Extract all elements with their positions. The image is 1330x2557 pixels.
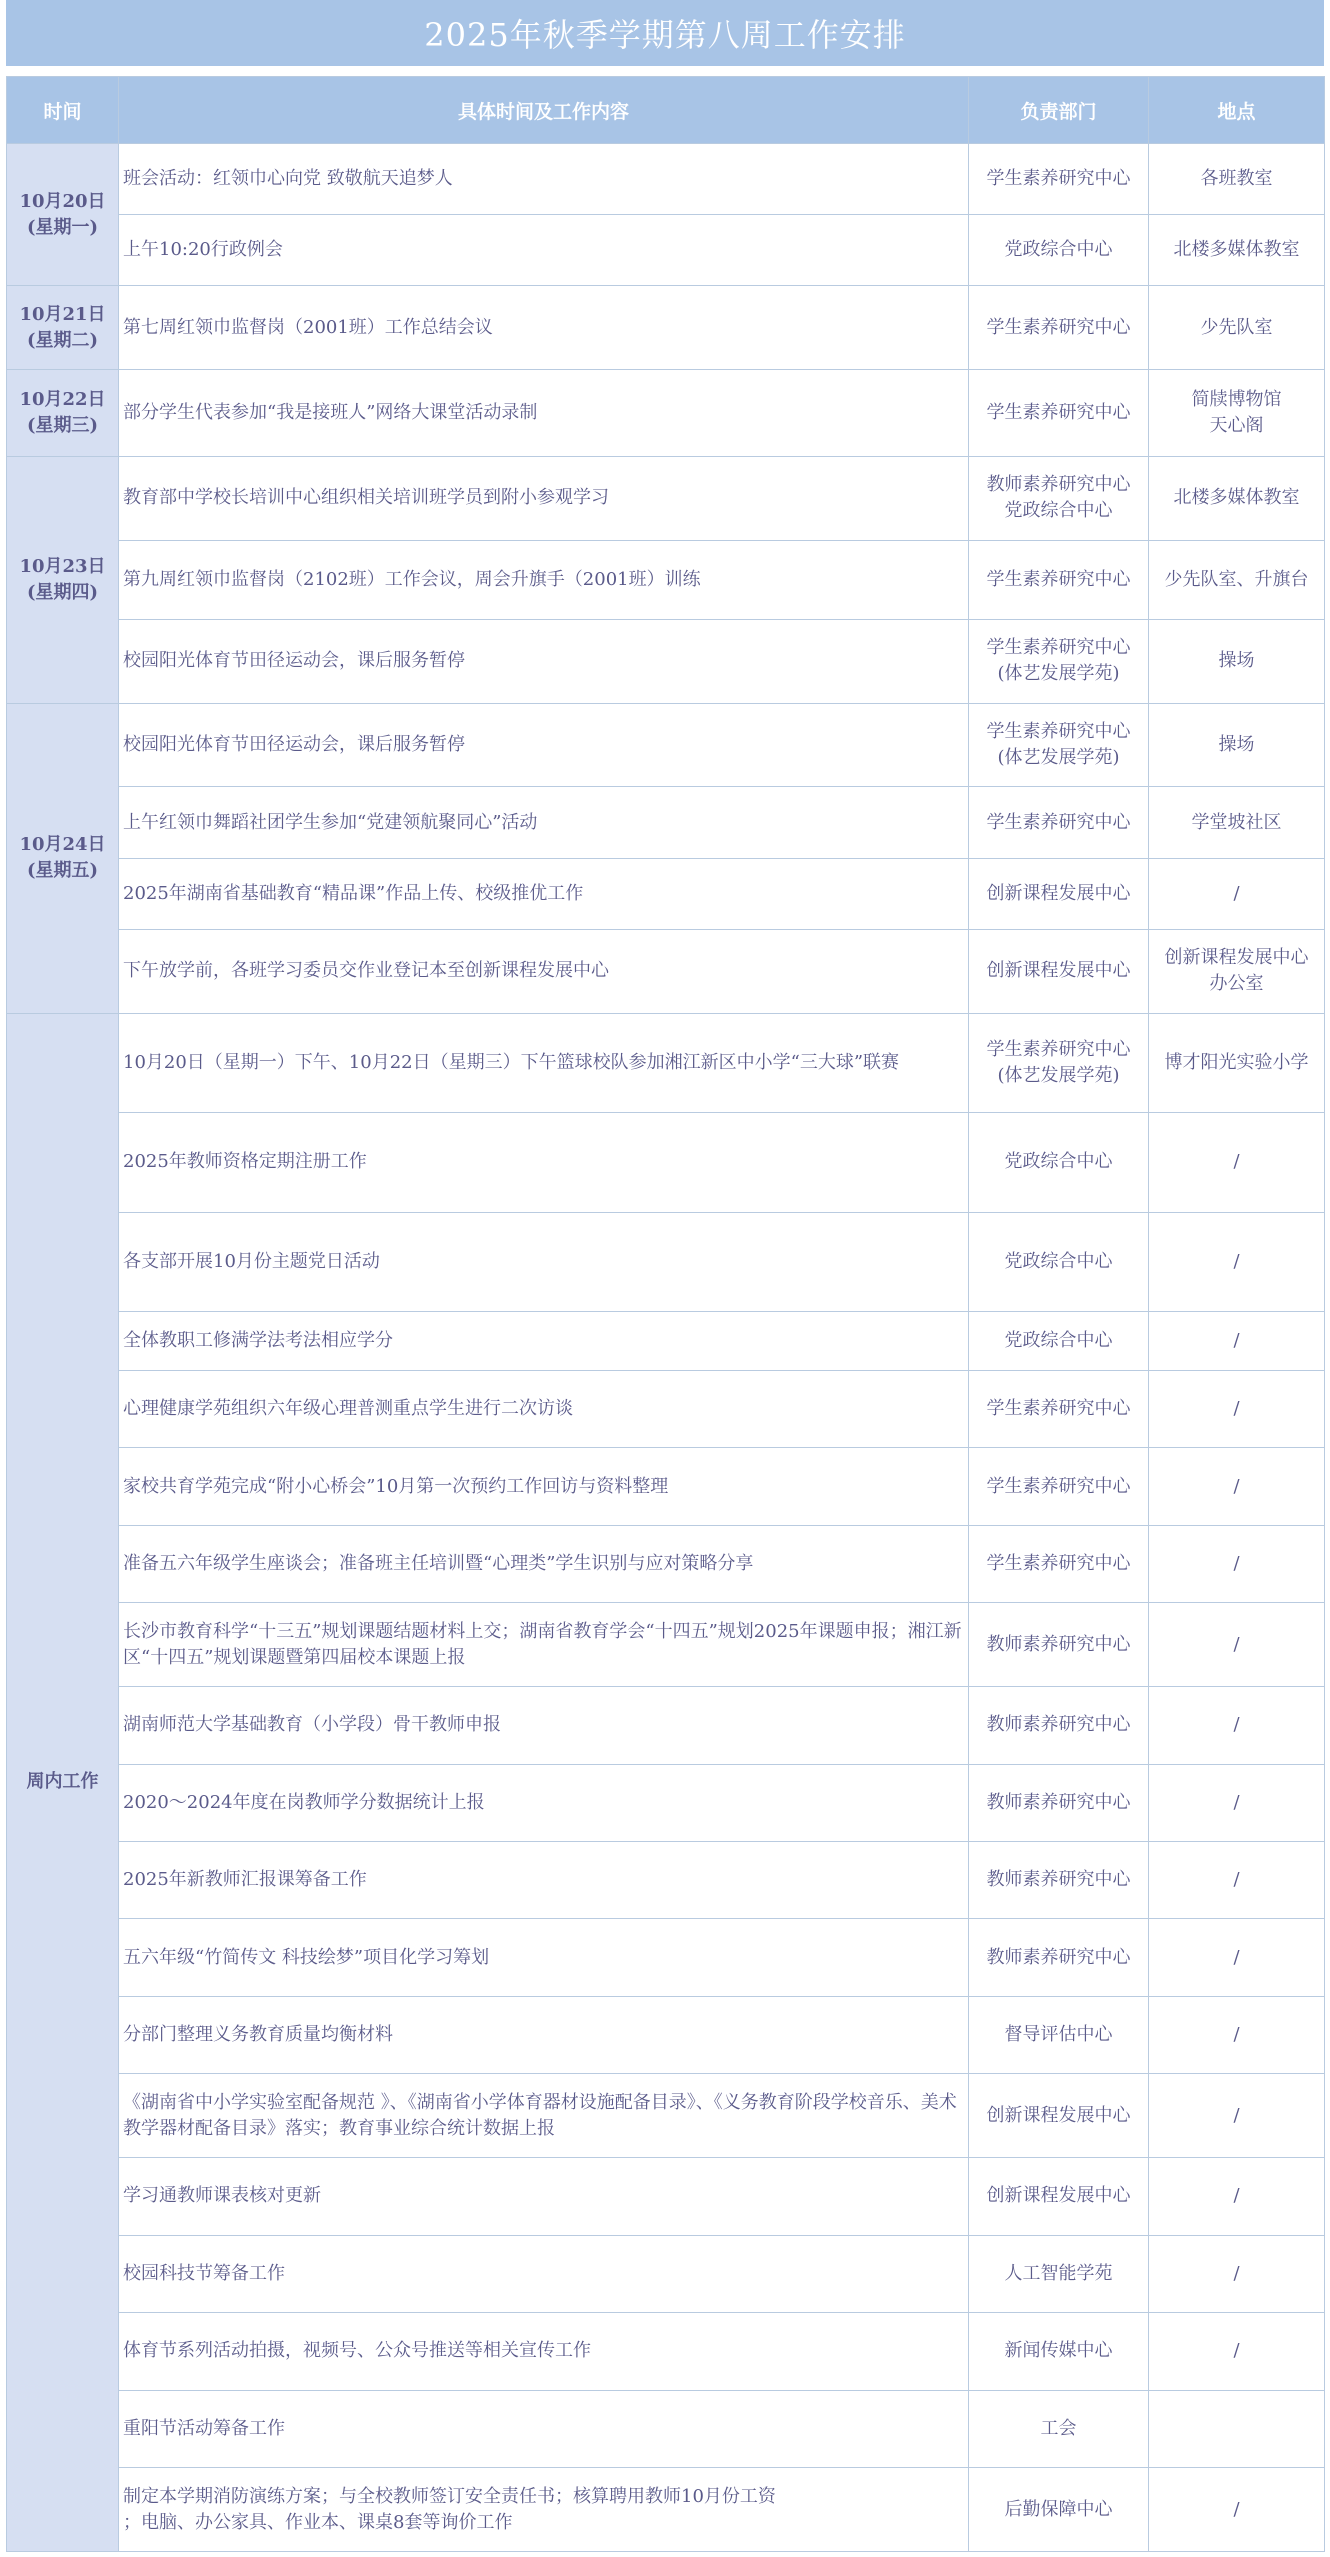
dept-cell: 后勤保障中心	[969, 2468, 1149, 2552]
dept-cell: 创新课程发展中心	[969, 2158, 1149, 2235]
dept-cell: 学生素养研究中心 (体艺发展学苑)	[969, 1013, 1149, 1113]
location-cell: /	[1149, 1448, 1325, 1525]
table-row	[7, 1919, 1325, 1996]
location-cell: /	[1149, 1525, 1325, 1602]
dept-cell: 教师素养研究中心	[969, 1919, 1149, 1996]
table-row	[7, 1841, 1325, 1918]
date-label: 10月21日	[19, 303, 106, 325]
dept-cell: 新闻传媒中心	[969, 2313, 1149, 2390]
content-cell: 2025年湖南省基础教育“精品课”作品上传、校级推优工作	[119, 858, 969, 929]
dept-cell: 学生素养研究中心 (体艺发展学苑)	[969, 619, 1149, 703]
dept-cell: 学生素养研究中心	[969, 787, 1149, 858]
dept-cell: 教师素养研究中心	[969, 1764, 1149, 1841]
table-row	[7, 370, 1325, 457]
dept-cell: 学生素养研究中心	[969, 144, 1149, 215]
dept-cell: 教师素养研究中心	[969, 1687, 1149, 1764]
location-cell: 博才阳光实验小学	[1149, 1013, 1325, 1113]
content-cell: 部分学生代表参加“我是接班人”网络大课堂活动录制	[119, 370, 969, 457]
weekday-label: (星期三)	[26, 415, 99, 437]
dept-cell: 党政综合中心	[969, 1212, 1149, 1312]
time-cell	[7, 703, 119, 1013]
header-dept: 负责部门	[969, 77, 1149, 144]
location-cell: /	[1149, 1113, 1325, 1213]
time-cell	[7, 370, 119, 457]
dept-cell: 学生素养研究中心	[969, 540, 1149, 619]
weekday-label: (星期五)	[26, 860, 99, 882]
dept-cell: 工会	[969, 2390, 1149, 2467]
date-label: 10月22日	[19, 389, 106, 411]
table-row	[7, 215, 1325, 286]
table-row	[7, 2235, 1325, 2312]
table-row	[7, 1370, 1325, 1447]
table-row	[7, 703, 1325, 787]
location-cell: /	[1149, 2158, 1325, 2235]
content-cell: 教育部中学校长培训中心组织相关培训班学员到附小参观学习	[119, 457, 969, 541]
location-cell: /	[1149, 858, 1325, 929]
content-cell: 各支部开展10月份主题党日活动	[119, 1212, 969, 1312]
location-cell	[1149, 2390, 1325, 2467]
table-row	[7, 2468, 1325, 2552]
content-cell: 五六年级“竹简传文 科技绘梦”项目化学习筹划	[119, 1919, 969, 1996]
weekday-label: (星期二)	[26, 329, 99, 351]
location-cell: /	[1149, 1370, 1325, 1447]
location-cell: 学堂坡社区	[1149, 787, 1325, 858]
content-cell: 学习通教师课表核对更新	[119, 2158, 969, 2235]
content-cell: 体育节系列活动拍摄，视频号、公众号推送等相关宣传工作	[119, 2313, 969, 2390]
content-cell: 家校共育学苑完成“附小心桥会”10月第一次预约工作回访与资料整理	[119, 1448, 969, 1525]
table-row	[7, 929, 1325, 1013]
table-row	[7, 2158, 1325, 2235]
table-row	[7, 1525, 1325, 1602]
location-cell: 少先队室、升旗台	[1149, 540, 1325, 619]
time-cell	[7, 144, 119, 286]
content-cell: 2020～2024年度在岗教师学分数据统计上报	[119, 1764, 969, 1841]
table-header-row	[7, 77, 1325, 144]
content-cell: 上午红领巾舞蹈社团学生参加“党建领航聚同心”活动	[119, 787, 969, 858]
table-row	[7, 1212, 1325, 1312]
dept-cell: 学生素养研究中心	[969, 1370, 1149, 1447]
dept-cell: 学生素养研究中心	[969, 1525, 1149, 1602]
location-cell: 操场	[1149, 703, 1325, 787]
location-cell: /	[1149, 2074, 1325, 2158]
location-cell: 创新课程发展中心 办公室	[1149, 929, 1325, 1013]
table-row	[7, 286, 1325, 370]
table-row	[7, 144, 1325, 215]
content-cell: 第九周红领巾监督岗（2102班）工作会议，周会升旗手（2001班）训练	[119, 540, 969, 619]
date-label: 10月24日	[19, 834, 106, 856]
location-cell: 各班教室	[1149, 144, 1325, 215]
content-cell: 上午10:20行政例会	[119, 215, 969, 286]
dept-cell: 学生素养研究中心 (体艺发展学苑)	[969, 703, 1149, 787]
page-title: 2025年秋季学期第八周工作安排	[6, 0, 1324, 66]
dept-cell: 党政综合中心	[969, 215, 1149, 286]
table-row	[7, 457, 1325, 541]
dept-cell: 教师素养研究中心	[969, 1841, 1149, 1918]
dept-cell: 学生素养研究中心	[969, 370, 1149, 457]
content-cell: 心理健康学苑组织六年级心理普测重点学生进行二次访谈	[119, 1370, 969, 1447]
date-label: 10月20日	[19, 190, 106, 212]
table-row	[7, 2074, 1325, 2158]
content-cell: 重阳节活动筹备工作	[119, 2390, 969, 2467]
content-cell: 分部门整理义务教育质量均衡材料	[119, 1996, 969, 2073]
table-row	[7, 619, 1325, 703]
content-cell: 全体教职工修满学法考法相应学分	[119, 1312, 969, 1371]
content-cell: 长沙市教育科学“十三五”规划课题结题材料上交；湖南省教育学会“十四五”规划2025年课题申报；湘江新区“十四五”规划课题暨第四届校本课题上报	[119, 1603, 969, 1687]
location-cell: 操场	[1149, 619, 1325, 703]
table-row	[7, 1113, 1325, 1213]
location-cell: /	[1149, 1919, 1325, 1996]
dept-cell: 教师素养研究中心 党政综合中心	[969, 457, 1149, 541]
content-cell: 制定本学期消防演练方案；与全校教师签订安全责任书；核算聘用教师10月份工资 ；电脑、办公家具、作业本、课桌8套等询价工作	[119, 2468, 969, 2552]
date-label: 10月23日	[19, 555, 106, 577]
content-cell: 10月20日（星期一）下午、10月22日（星期三）下午篮球校队参加湘江新区中小学“三大球”联赛	[119, 1013, 969, 1113]
content-cell: 《湖南省中小学实验室配备规范 》、《湖南省小学体育器材设施配备目录》、《义务教育阶段学校音乐、美术教学器材配备目录》落实；教育事业综合统计数据上报	[119, 2074, 969, 2158]
content-cell: 准备五六年级学生座谈会；准备班主任培训暨“心理类”学生识别与应对策略分享	[119, 1525, 969, 1602]
location-cell: /	[1149, 1212, 1325, 1312]
dept-cell: 学生素养研究中心	[969, 286, 1149, 370]
location-cell: 少先队室	[1149, 286, 1325, 370]
location-cell: /	[1149, 2468, 1325, 2552]
dept-cell: 人工智能学苑	[969, 2235, 1149, 2312]
content-cell: 2025年教师资格定期注册工作	[119, 1113, 969, 1213]
table-row	[7, 787, 1325, 858]
dept-cell: 教师素养研究中心	[969, 1603, 1149, 1687]
schedule-body	[7, 144, 1325, 2552]
header-content: 具体时间及工作内容	[119, 77, 969, 144]
content-cell: 班会活动：红领巾心向党 致敬航天追梦人	[119, 144, 969, 215]
table-row	[7, 1996, 1325, 2073]
table-row	[7, 1603, 1325, 1687]
location-cell: /	[1149, 1996, 1325, 2073]
content-cell: 校园阳光体育节田径运动会，课后服务暂停	[119, 619, 969, 703]
location-cell: /	[1149, 1312, 1325, 1371]
table-row	[7, 1764, 1325, 1841]
content-cell: 校园科技节筹备工作	[119, 2235, 969, 2312]
weekday-label: (星期四)	[26, 581, 99, 603]
location-cell: 北楼多媒体教室	[1149, 457, 1325, 541]
location-cell: 简牍博物馆 天心阁	[1149, 370, 1325, 457]
time-cell	[7, 457, 119, 704]
table-row	[7, 540, 1325, 619]
dept-cell: 创新课程发展中心	[969, 929, 1149, 1013]
table-row	[7, 1448, 1325, 1525]
date-label: 周内工作	[26, 1771, 99, 1793]
header-location: 地点	[1149, 77, 1325, 144]
location-cell: /	[1149, 1841, 1325, 1918]
location-cell: 北楼多媒体教室	[1149, 215, 1325, 286]
dept-cell: 创新课程发展中心	[969, 2074, 1149, 2158]
time-cell	[7, 1013, 119, 2551]
location-cell: /	[1149, 2313, 1325, 2390]
weekday-label: (星期一)	[26, 216, 99, 238]
content-cell: 第七周红领巾监督岗（2001班）工作总结会议	[119, 286, 969, 370]
dept-cell: 创新课程发展中心	[969, 858, 1149, 929]
table-row	[7, 858, 1325, 929]
dept-cell: 党政综合中心	[969, 1113, 1149, 1213]
schedule-table	[6, 76, 1325, 2552]
location-cell: /	[1149, 1687, 1325, 1764]
table-row	[7, 1312, 1325, 1371]
table-row	[7, 2390, 1325, 2467]
table-row	[7, 2313, 1325, 2390]
location-cell: /	[1149, 2235, 1325, 2312]
dept-cell: 督导评估中心	[969, 1996, 1149, 2073]
dept-cell: 党政综合中心	[969, 1312, 1149, 1371]
dept-cell: 学生素养研究中心	[969, 1448, 1149, 1525]
content-cell: 下午放学前，各班学习委员交作业登记本至创新课程发展中心	[119, 929, 969, 1013]
location-cell: /	[1149, 1764, 1325, 1841]
table-row	[7, 1013, 1325, 1113]
time-cell	[7, 286, 119, 370]
content-cell: 校园阳光体育节田径运动会，课后服务暂停	[119, 703, 969, 787]
content-cell: 湖南师范大学基础教育（小学段）骨干教师申报	[119, 1687, 969, 1764]
location-cell: /	[1149, 1603, 1325, 1687]
content-cell: 2025年新教师汇报课筹备工作	[119, 1841, 969, 1918]
header-time: 时间	[7, 77, 119, 144]
table-row	[7, 1687, 1325, 1764]
